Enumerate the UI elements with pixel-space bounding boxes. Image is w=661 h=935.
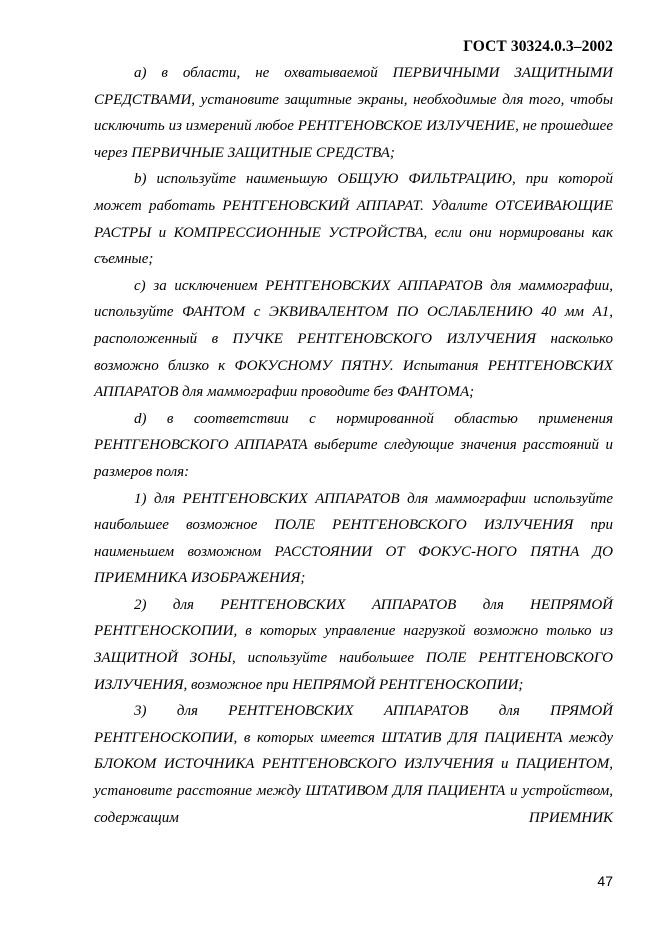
- paragraph-b: b) используйте наименьшую ОБЩУЮ ФИЛЬТРАЦИЮ, при которой может работать РЕНТГЕНОВСКИЙ АППАРАТ. Удалите ОТСЕИВАЮЩИЕ РАСТРЫ и КОМПРЕССИОННЫЕ УСТРОЙСТВА, если они нормированы как съемные;: [94, 171, 613, 268]
- paragraph-c: c) за исключением РЕНТГЕНОВСКИХ АППАРАТОВ для маммографии, используйте ФАНТОМ с ЭКВИВАЛЕНТОМ ПО ОСЛАБЛЕНИЮ 40 мм А1, расположенный в ПУЧКЕ РЕНТГЕНОВСКОГО ИЗЛУЧЕНИЯ насколько возможно близко к ФОКУСНОМУ ПЯТНУ. Испытания РЕНТГЕНОВСКИХ АППАРАТОВ для маммографии проводите без ФАНТОМА;: [94, 277, 613, 401]
- paragraph-1: 1) для РЕНТГЕНОВСКИХ АППАРАТОВ для маммографии используйте наибольшее возможное ПОЛЕ РЕНТГЕНОВСКОГО ИЗЛУЧЕНИЯ при наименьшем возможном РАССТОЯНИИ ОТ ФОКУС-НОГО ПЯТНА ДО ПРИЕМНИКА ИЗОБРАЖЕНИЯ;: [94, 490, 613, 587]
- document-body: [94, 60, 613, 831]
- page-number: 47: [597, 873, 613, 889]
- standard-code-header: ГОСТ 30324.0.3–2002: [463, 38, 613, 55]
- paragraph-2: 2) для РЕНТГЕНОВСКИХ АППАРАТОВ для НЕПРЯМОЙ РЕНТГЕНОСКОПИИ, в которых управление нагрузкой возможно только из ЗАЩИТНОЙ ЗОНЫ, используйте наибольшее ПОЛЕ РЕНТГЕНОВСКОГО ИЗЛУЧЕНИЯ, возможное при НЕПРЯМОЙ РЕНТГЕНОСКОПИИ;: [94, 596, 613, 693]
- paragraph-3: 3) для РЕНТГЕНОВСКИХ АППАРАТОВ для ПРЯМОЙ РЕНТГЕНОСКОПИИ, в которых имеется ШТАТИВ ДЛЯ ПАЦИЕНТА между БЛОКОМ ИСТОЧНИКА РЕНТГЕНОВСКОГО ИЗЛУЧЕНИЯ и ПАЦИЕНТОМ, установите расстояние между ШТАТИВОМ ДЛЯ ПАЦИЕНТА и устройством, содержащим ПРИЕМНИК: [94, 703, 613, 826]
- paragraph-a: a) в области, не охватываемой ПЕРВИЧНЫМИ ЗАЩИТНЫМИ СРЕДСТВАМИ, установите защитные экраны, необходимые для того, чтобы исключить из измерений любое РЕНТГЕНОВСКОЕ ИЗЛУЧЕНИЕ, не прошедшее через ПЕРВИЧНЫЕ ЗАЩИТНЫЕ СРЕДСТВА;: [94, 65, 613, 161]
- paragraph-d: d) в соответствии с нормированной областью применения РЕНТГЕНОВСКОГО АППАРАТА выберите следующие значения расстояний и размеров поля:: [94, 410, 613, 480]
